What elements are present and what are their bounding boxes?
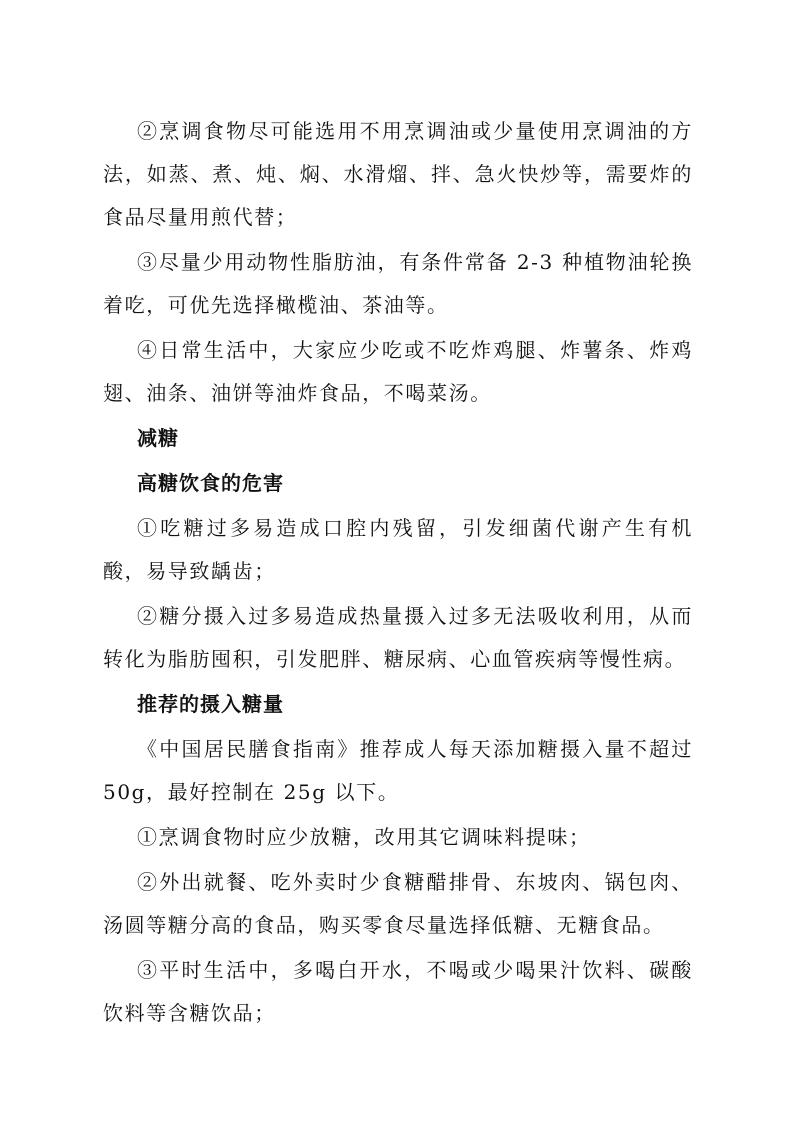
sugar-tip-3: ③平时生活中，多喝白开水，不喝或少喝果汁饮料、碳酸饮料等含糖饮品； (103, 958, 693, 1025)
heading-recommended-intake: 推荐的摄入糖量 (137, 692, 284, 716)
oil-tip-4: ④日常生活中，大家应少吃或不吃炸鸡腿、炸薯条、炸鸡翅、油条、油饼等油炸食品，不喝菜汤。 (103, 338, 693, 405)
oil-tip-3: ③尽量少用动物性脂肪油，有条件常备 2-3 种植物油轮换着吃，可优先选择橄榄油、茶油等。 (103, 250, 693, 317)
sugar-hazard-2: ②糖分摄入过多易造成热量摄入过多无法吸收利用，从而转化为脂肪囤积，引发肥胖、糖尿病、心血管疾病等慢性病。 (103, 604, 693, 671)
section-title-reduce-sugar: 减糖 (137, 426, 179, 450)
sugar-tip-2: ②外出就餐、吃外卖时少食糖醋排骨、东坡肉、锅包肉、汤圆等糖分高的食品，购买零食尽量选择低糖、无糖食品。 (103, 870, 693, 937)
dietary-guideline: 《中国居民膳食指南》推荐成人每天添加糖摄入量不超过 50g，最好控制在 25g 以下。 (103, 737, 693, 804)
oil-tip-2: ②烹调食物尽可能选用不用烹调油或少量使用烹调油的方法，如蒸、煮、炖、焖、水滑熘、拌、急火快炒等，需要炸的食品尽量用煎代替； (103, 119, 693, 229)
document-body (103, 110, 693, 1037)
heading-sugar-hazards: 高糖饮食的危害 (137, 471, 284, 495)
sugar-tip-1: ①烹调食物时应少放糖，改用其它调味料提味； (137, 825, 591, 849)
sugar-hazard-1: ①吃糖过多易造成口腔内残留，引发细菌代谢产生有机酸，易导致龋齿； (103, 516, 693, 583)
